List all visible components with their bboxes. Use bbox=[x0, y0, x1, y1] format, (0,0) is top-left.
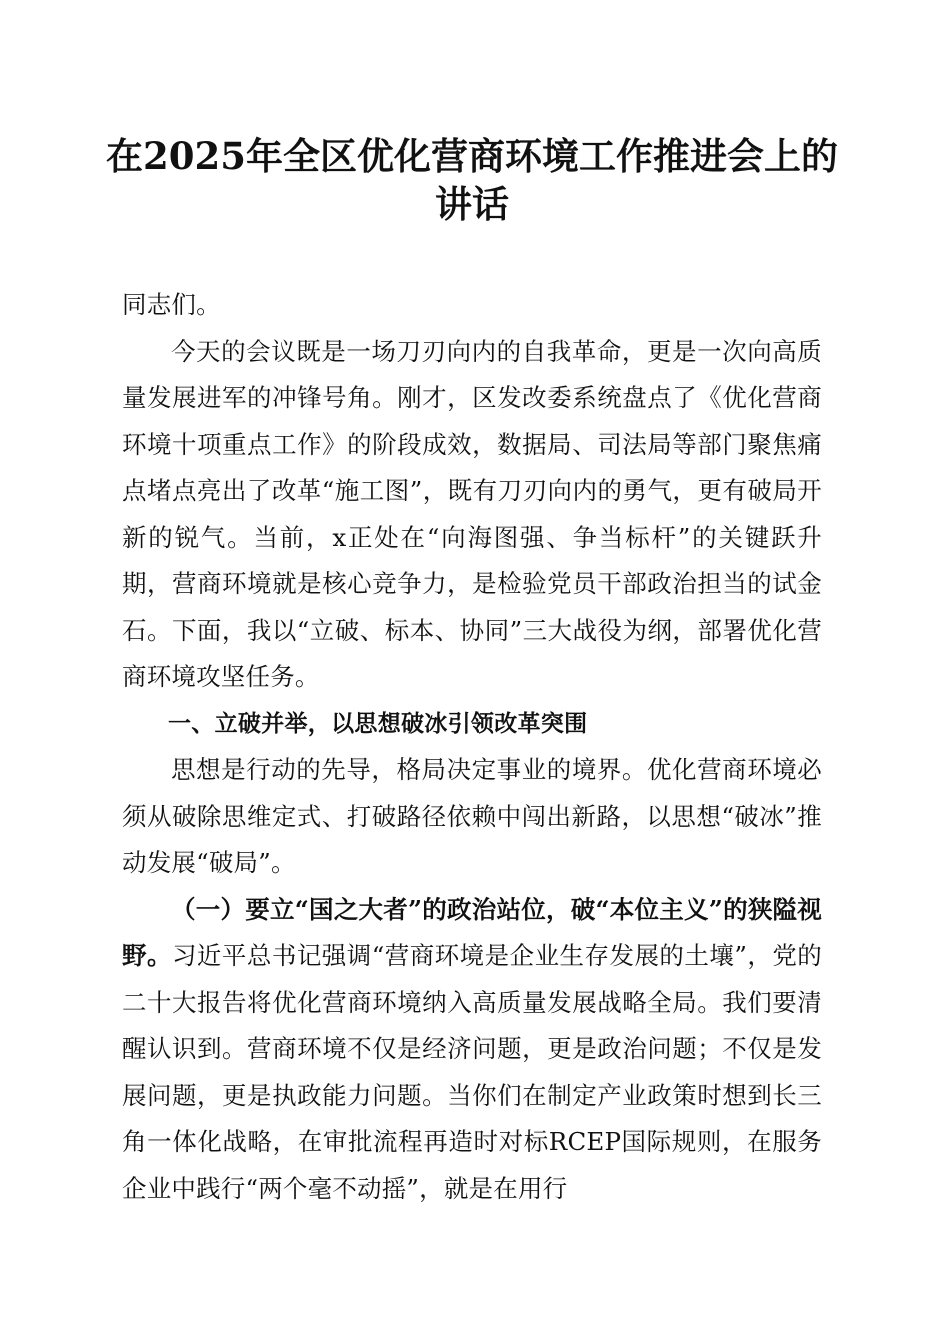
salutation: 同志们。 bbox=[122, 290, 221, 319]
document-title: 在2025年全区优化营商环境工作推进会上的讲话 bbox=[106, 134, 838, 226]
section-heading-1: 一、立破并举，以思想破冰引领改革突围 bbox=[168, 710, 588, 737]
document-page bbox=[106, 132, 838, 1212]
subsection-1-paragraph bbox=[122, 887, 822, 1213]
subsection-1-lead: （一）要立“国之大者”的政治站位，破“本位主义”的狭隘视野。 bbox=[122, 894, 822, 970]
section-1-paragraph: 思想是行动的先导，格局决定事业的境界。优化营商环境必须从破除思维定式、打破路径依赖中闯出新路，以思想“破冰”推动发展“破局”。 bbox=[122, 755, 822, 877]
intro-paragraph: 今天的会议既是一场刀刃向内的自我革命，更是一次向高质量发展进军的冲锋号角。刚才，区发改委系统盘点了《优化营商环境十项重点工作》的阶段成效，数据局、司法局等部门聚焦痛点堵点亮出了改革“施工图”，既有刀刃向内的勇气，更有破局开新的锐气。当前，x正处在“向海图强、争当标杆”的关键跃升期，营商环境就是核心竞争力，是检验党员干部政治担当的试金石。下面，我以“立破、标本、协同”三大战役为纲，部署优化营商环境攻坚任务。 bbox=[122, 336, 822, 691]
subsection-1-text: 习近平总书记强调“营商环境是企业生存发展的土壤”，党的二十大报告将优化营商环境纳入高质量发展战略全局。我们要清醒认识到。营商环境不仅是经济问题，更是政治问题；不仅是发展问题，更是执政能力问题。当你们在制定产业政策时想到长三角一体化战略，在审批流程再造时对标RCEP国际规则，在服务企业中践行“两个毫不动摇”，就是在用行 bbox=[122, 941, 822, 1203]
